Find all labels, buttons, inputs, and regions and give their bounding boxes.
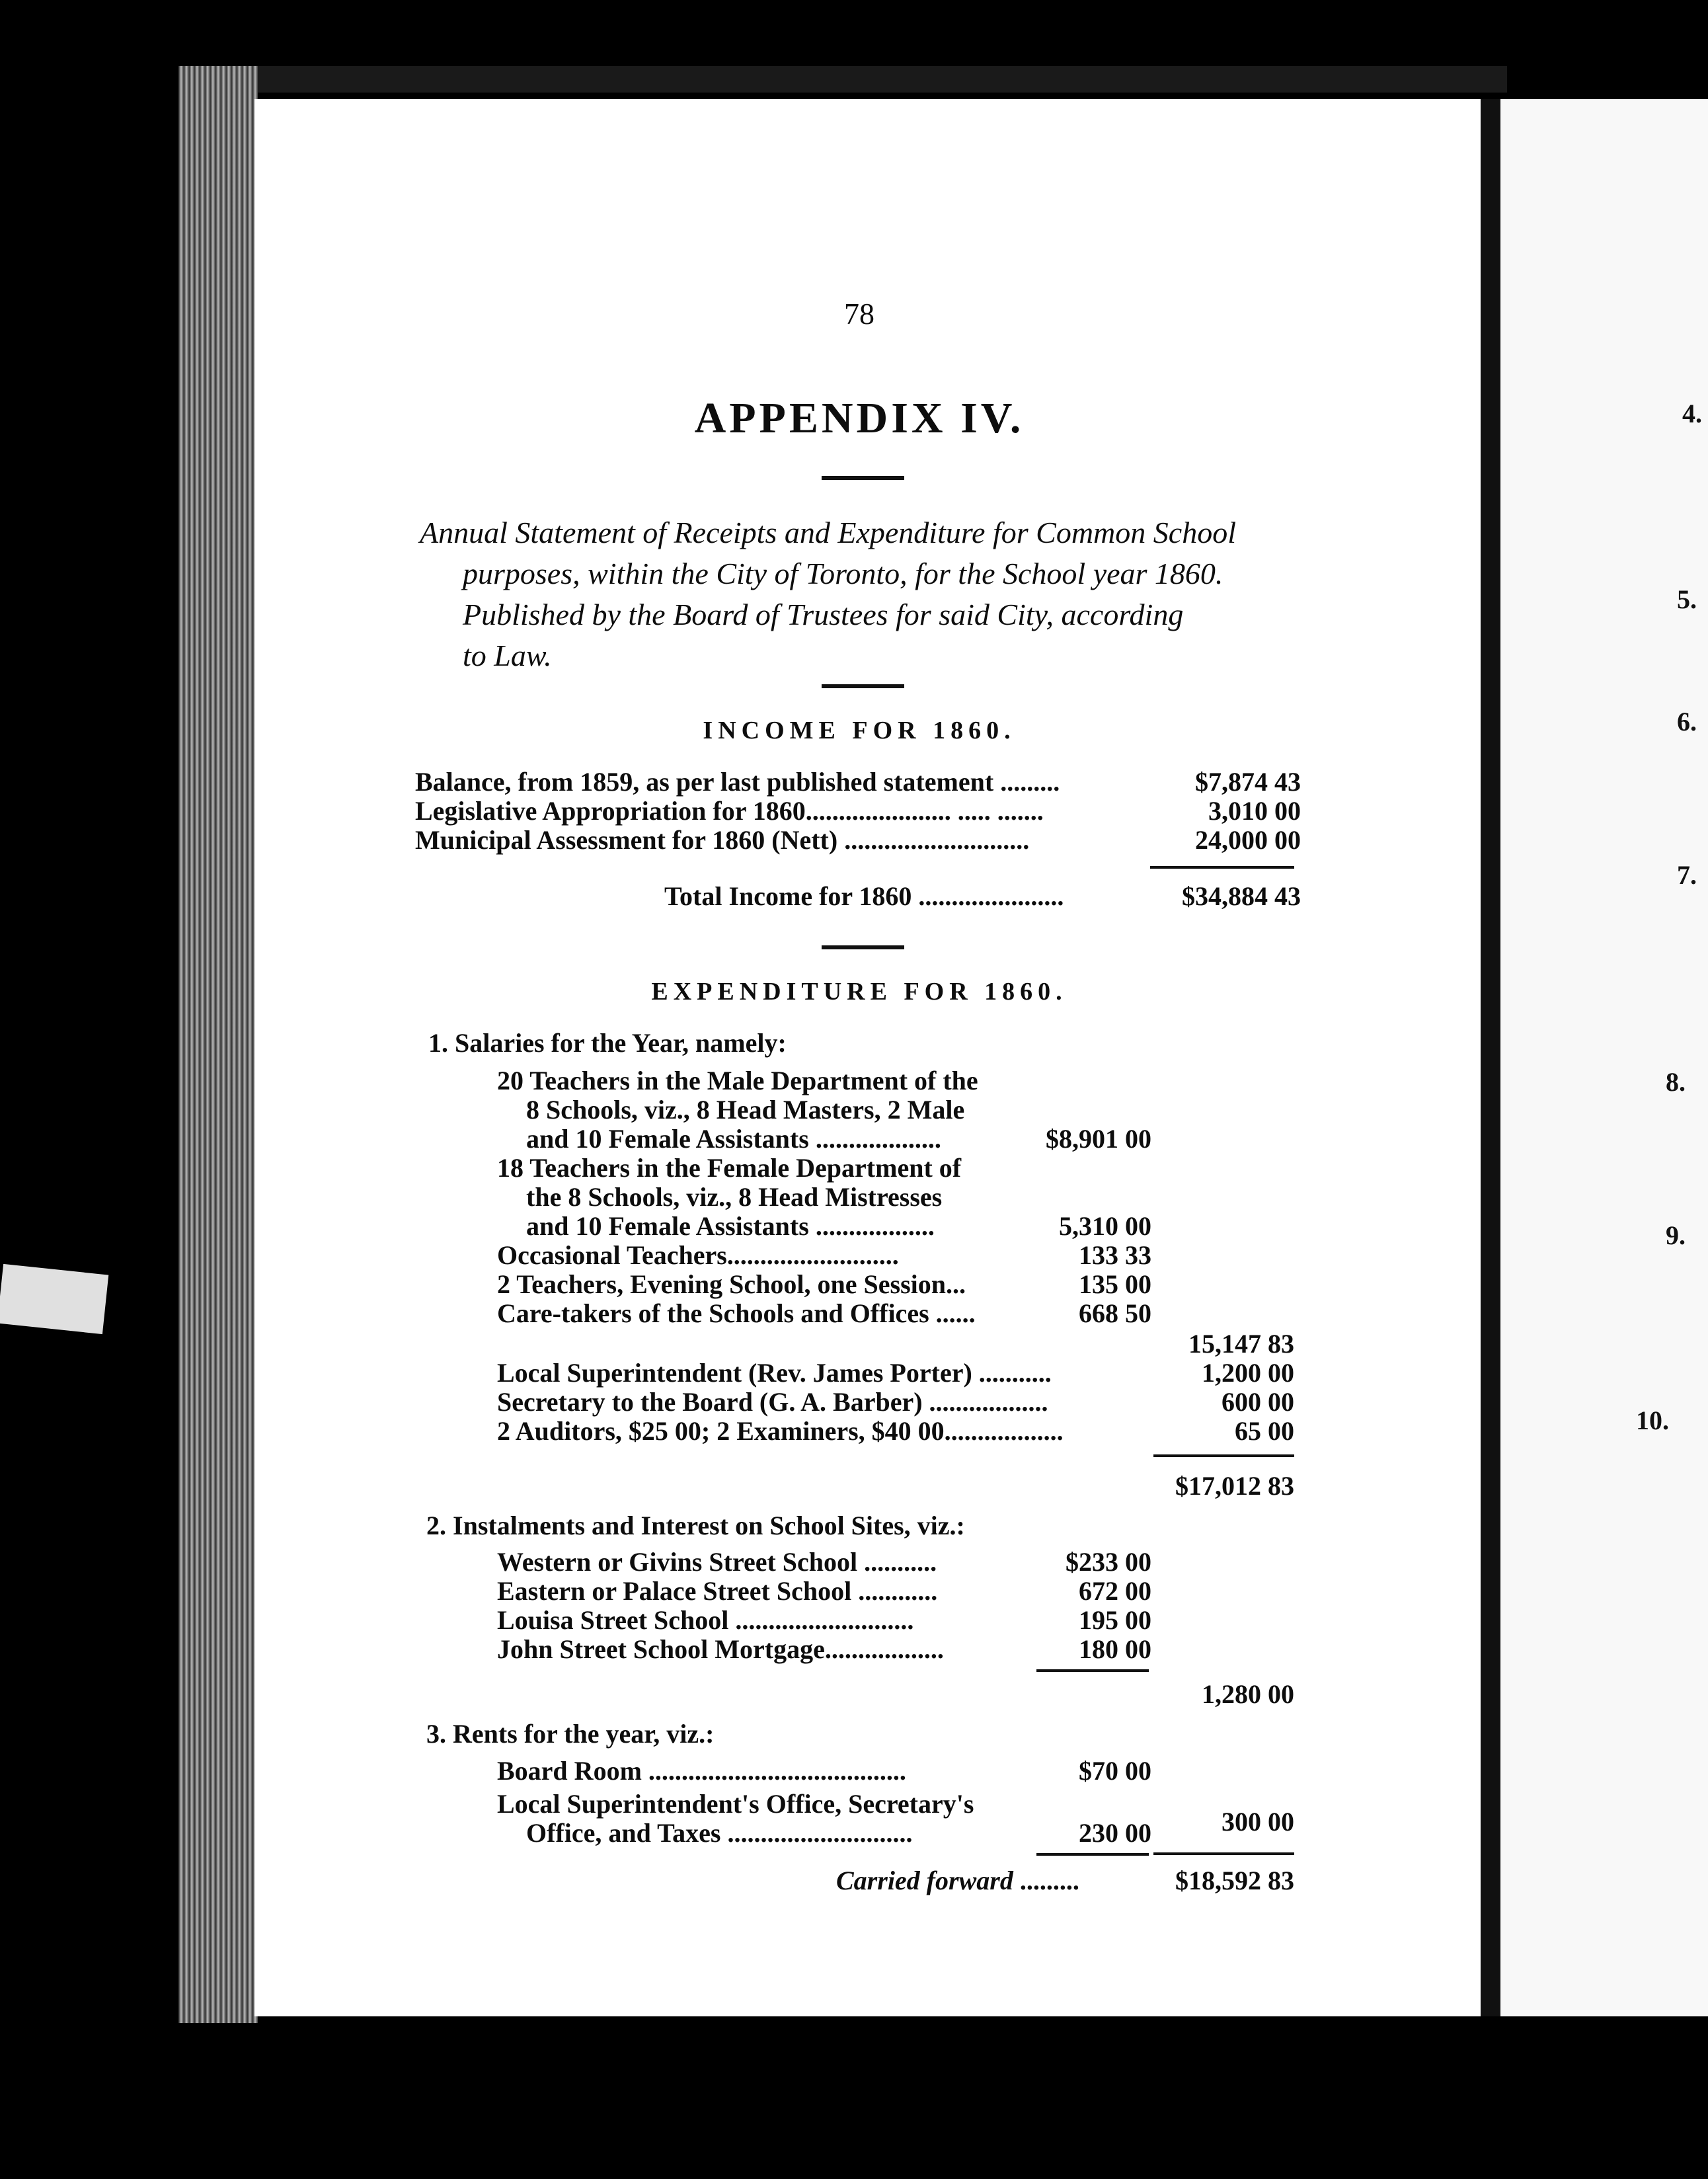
section-1-total: $17,012 83 (1175, 1471, 1294, 1501)
caretakers-row (497, 1298, 1151, 1329)
right-page-number-5: 5. (1677, 584, 1697, 614)
income-rule (822, 945, 904, 949)
income-heading: INCOME FOR 1860. (703, 717, 1016, 744)
evening-school-row (497, 1269, 1151, 1300)
income-row (415, 796, 1301, 826)
section-2-title: 2. Instalments and Interest on School Sites, viz.: (426, 1511, 965, 1540)
income-total-amount: $34,884 43 (1182, 881, 1301, 911)
male-dept-line-1: 20 Teachers in the Male Department of the (497, 1066, 978, 1095)
right-page-number-4: 4. (1682, 399, 1702, 428)
site-label: Eastern or Palace Street School ............ (497, 1576, 938, 1606)
office-line-1: Local Superintendent's Office, Secretary's (497, 1789, 974, 1819)
site-amount: 672 00 (1079, 1576, 1151, 1606)
carried-forward-amount: $18,592 83 (1175, 1866, 1294, 1895)
salaries-subtotal: 15,147 83 (1188, 1329, 1294, 1359)
income-label: Municipal Assessment for 1860 (Nett) ............................ (415, 825, 1030, 855)
section-1-total-rule (1153, 1454, 1294, 1457)
income-row (415, 767, 1301, 797)
section-2-total-row (1144, 1679, 1294, 1710)
income-total-rule (1150, 866, 1294, 869)
site-label: Western or Givins Street School ........... (497, 1547, 937, 1577)
section-1-total-row (1144, 1471, 1294, 1501)
right-page-number-9: 9. (1666, 1220, 1686, 1250)
income-amount: 24,000 00 (1195, 825, 1301, 855)
right-page-number-10: 10. (1636, 1406, 1669, 1435)
book-gutter (1481, 99, 1500, 2016)
income-total-row (664, 881, 1301, 912)
income-row (415, 825, 1301, 855)
income-amount: $7,874 43 (1195, 767, 1301, 797)
auditors-row (497, 1416, 1294, 1446)
superintendent-label: Local Superintendent (Rev. James Porter) ........... (497, 1358, 1052, 1388)
auditors-label: 2 Auditors, $25 00; 2 Examiners, $40 00.................. (497, 1416, 1064, 1446)
board-room-amount: $70 00 (1079, 1756, 1151, 1786)
carried-forward-rule (1153, 1852, 1294, 1855)
section-2-total: 1,280 00 (1202, 1679, 1294, 1709)
male-dept-line-3: and 10 Female Assistants ................... (526, 1124, 941, 1154)
site-amount: 195 00 (1079, 1605, 1151, 1635)
right-page-number-7: 7. (1677, 860, 1697, 890)
income-label: Balance, from 1859, as per last published statement ......... (415, 767, 1060, 797)
carried-forward-text (836, 1866, 1079, 1896)
site-label: John Street School Mortgage.................. (497, 1634, 944, 1664)
intro-rule (822, 684, 904, 688)
male-dept-row (526, 1124, 1151, 1154)
female-dept-amount: 5,310 00 (1059, 1211, 1151, 1241)
right-page-number-8: 8. (1666, 1067, 1686, 1097)
site-row (497, 1576, 1151, 1606)
female-dept-row (526, 1211, 1151, 1242)
female-dept-line-3: and 10 Female Assistants .................. (526, 1211, 935, 1241)
intro-line-4: to Law. (463, 639, 552, 672)
page-number: 78 (844, 297, 874, 331)
intro-line-2: purposes, within the City of Toronto, for the School year 1860. (463, 557, 1223, 590)
male-dept-line-2: 8 Schools, viz., 8 Head Masters, 2 Male (526, 1095, 965, 1125)
carried-forward-dots: ......... (1013, 1866, 1079, 1895)
page-title: APPENDIX IV. (694, 394, 1025, 442)
binder-clip (0, 1264, 108, 1334)
section-3-total-row (1144, 1807, 1294, 1837)
page-edges (178, 66, 258, 2023)
salaries-subtotal-row (1144, 1329, 1294, 1359)
intro-line-1: Annual Statement of Receipts and Expenditure for Common School (420, 516, 1236, 549)
carried-forward-label: Carried forward (836, 1866, 1013, 1895)
right-page-number-6: 6. (1677, 707, 1697, 736)
site-label: Louisa Street School ........................... (497, 1605, 914, 1635)
secretary-label: Secretary to the Board (G. A. Barber) .................. (497, 1387, 1048, 1417)
secretary-amount: 600 00 (1222, 1387, 1294, 1417)
caretakers-amount: 668 50 (1079, 1298, 1151, 1328)
occasional-teachers-label: Occasional Teachers.......................... (497, 1240, 899, 1270)
female-dept-line-2: the 8 Schools, viz., 8 Head Mistresses (526, 1182, 943, 1212)
intro-line-3: Published by the Board of Trustees for said City, according (463, 598, 1184, 631)
office-line-2: Office, and Taxes ............................ (526, 1818, 913, 1848)
income-label: Legislative Appropriation for 1860...................... ..... ....... (415, 796, 1044, 826)
auditors-amount: 65 00 (1235, 1416, 1294, 1446)
board-room-row (497, 1756, 1151, 1786)
site-row (497, 1547, 1151, 1577)
occasional-teachers-row (497, 1240, 1151, 1271)
caretakers-label: Care-takers of the Schools and Offices ...... (497, 1298, 976, 1328)
office-row (526, 1818, 1151, 1848)
office-amount: 230 00 (1079, 1818, 1151, 1848)
site-amount: 180 00 (1079, 1634, 1151, 1664)
section-3-title: 3. Rents for the year, viz.: (426, 1719, 715, 1749)
site-row (497, 1605, 1151, 1636)
expenditure-heading: EXPENDITURE FOR 1860. (651, 978, 1068, 1006)
board-room-label: Board Room ....................................... (497, 1756, 906, 1786)
section-2-subtotal-rule (1036, 1669, 1149, 1672)
superintendent-amount: 1,200 00 (1202, 1358, 1294, 1388)
occasional-teachers-amount: 133 33 (1079, 1240, 1151, 1270)
site-amount: $233 00 (1066, 1547, 1151, 1577)
evening-school-amount: 135 00 (1079, 1269, 1151, 1299)
female-dept-line-1: 18 Teachers in the Female Department of (497, 1153, 962, 1183)
site-row (497, 1634, 1151, 1665)
section-3-subtotal-rule (1036, 1853, 1149, 1856)
section-1-title: 1. Salaries for the Year, namely: (428, 1028, 787, 1058)
section-3-total: 300 00 (1222, 1807, 1294, 1837)
right-page (1500, 99, 1708, 2016)
secretary-row (497, 1387, 1294, 1417)
carried-forward-row (836, 1866, 1294, 1896)
book-top-edge (185, 66, 1507, 93)
superintendent-row (497, 1358, 1294, 1388)
income-total-label: Total Income for 1860 ...................... (664, 881, 1064, 911)
male-dept-amount: $8,901 00 (1046, 1124, 1151, 1154)
income-amount: 3,010 00 (1208, 796, 1301, 826)
evening-school-label: 2 Teachers, Evening School, one Session... (497, 1269, 966, 1299)
title-rule (822, 476, 904, 480)
